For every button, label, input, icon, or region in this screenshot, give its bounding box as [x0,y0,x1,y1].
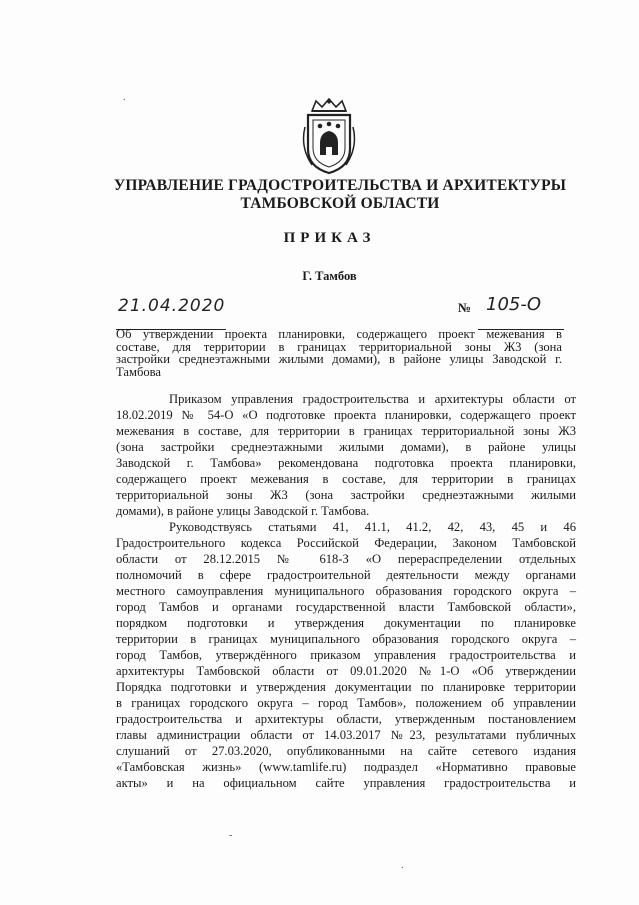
body-line: город Тамбов и органами государственной власти Тамбовской области», [116,600,576,614]
body-line: межевания в составе, для территории в границах территориальной зоны Ж3 [116,424,576,438]
handwritten-date: 21.04.2020 [118,296,226,316]
body-line: содержащего проект межевания в составе, для территории в границах [116,472,576,486]
body-line: Заводской г. Тамбова» рекомендована подготовка проекта планировки, [116,456,576,470]
subject-line: Об утверждении проекта планировки, содержащего проект межевания в [116,327,562,341]
document-type-title: ПРИКАЗ [283,230,376,246]
body-line: территории в границах муниципального образования городского округа – [116,632,576,646]
body-line: 18.02.2019 № 54-О «О подготовке проекта планировки, содержащего проект [116,408,576,422]
scan-speck: . [123,92,126,103]
body-line: полномочий в сфере градостроительной деятельности между органами [116,568,576,582]
number-label: № [458,300,472,315]
body-line: в границах городского округа – город Тамбов», положением об управлении [116,696,576,710]
scan-speck: . [401,860,404,871]
subject-line: застройки среднеэтажными жилыми домами), в районе улицы Заводской г. [116,352,562,367]
handwritten-number: 105-О [486,294,542,315]
body-line: порядком подготовки и утверждения документации по планировке [116,616,576,630]
subject-line: составе, для территории в границах территориальной зоны Ж3 (зона [116,339,562,354]
body-line: домами), в районе улицы Заводской г. Тамбова. [116,504,370,518]
body-line: архитектуры Тамбовской области от 09.01.2020 №1-О «Об утверждении [116,664,576,678]
body-line: Градостроительного кодекса Российской Федерации, Законом Тамбовской [116,536,576,550]
subject-line: Тамбова [116,364,162,379]
organization-name-line1: УПРАВЛЕНИЕ ГРАДОСТРОИТЕЛЬСТВА И АРХИТЕКТУРЫ [113,177,567,194]
order-body-text [116,391,576,791]
organization-name-line2: ТАМБОВСКОЙ ОБЛАСТИ [240,195,440,212]
body-line: (зона застройки среднеэтажными жилыми домами), в районе улицы [116,440,576,454]
body-line: «Тамбовская жизнь» (www.tamlife.ru) подраздел «Нормативно правовые [116,760,576,774]
body-line: акты» и на официальном сайте управления градостроительства и [116,776,576,790]
body-line: город Тамбов, утверждённого приказом управления градостроительства и [116,648,576,662]
body-line: градостроительства и архитектуры области, утвержденным постановлением [116,712,576,726]
body-line: Руководствуясь статьями 41, 41.1, 41.2, 42, 43, 45 и 46 [169,520,576,534]
tambov-coat-of-arms-icon [300,97,358,175]
body-line: местного самоуправления муниципального образования городского округа – [116,584,576,598]
body-line: главы администрации области от 14.03.2017 №23, результатами публичных [116,728,576,742]
body-line: Порядка подготовки и утверждения документации по планировке территории [116,680,576,694]
body-line: слушаний от 27.03.2020, опубликованными на сайте сетевого издания [116,744,576,758]
scan-speck: - [229,830,233,841]
body-line: Приказом управления градостроительства и архитектуры области от [169,392,576,406]
city-label: Г. Тамбов [302,269,357,283]
order-subject [116,328,562,378]
body-line: области от 28.12.2015 № 618-З «О перераспределении отдельных [116,552,576,566]
body-line: территориальной зоны Ж3 (зона застройки среднеэтажными жилыми [116,488,576,502]
